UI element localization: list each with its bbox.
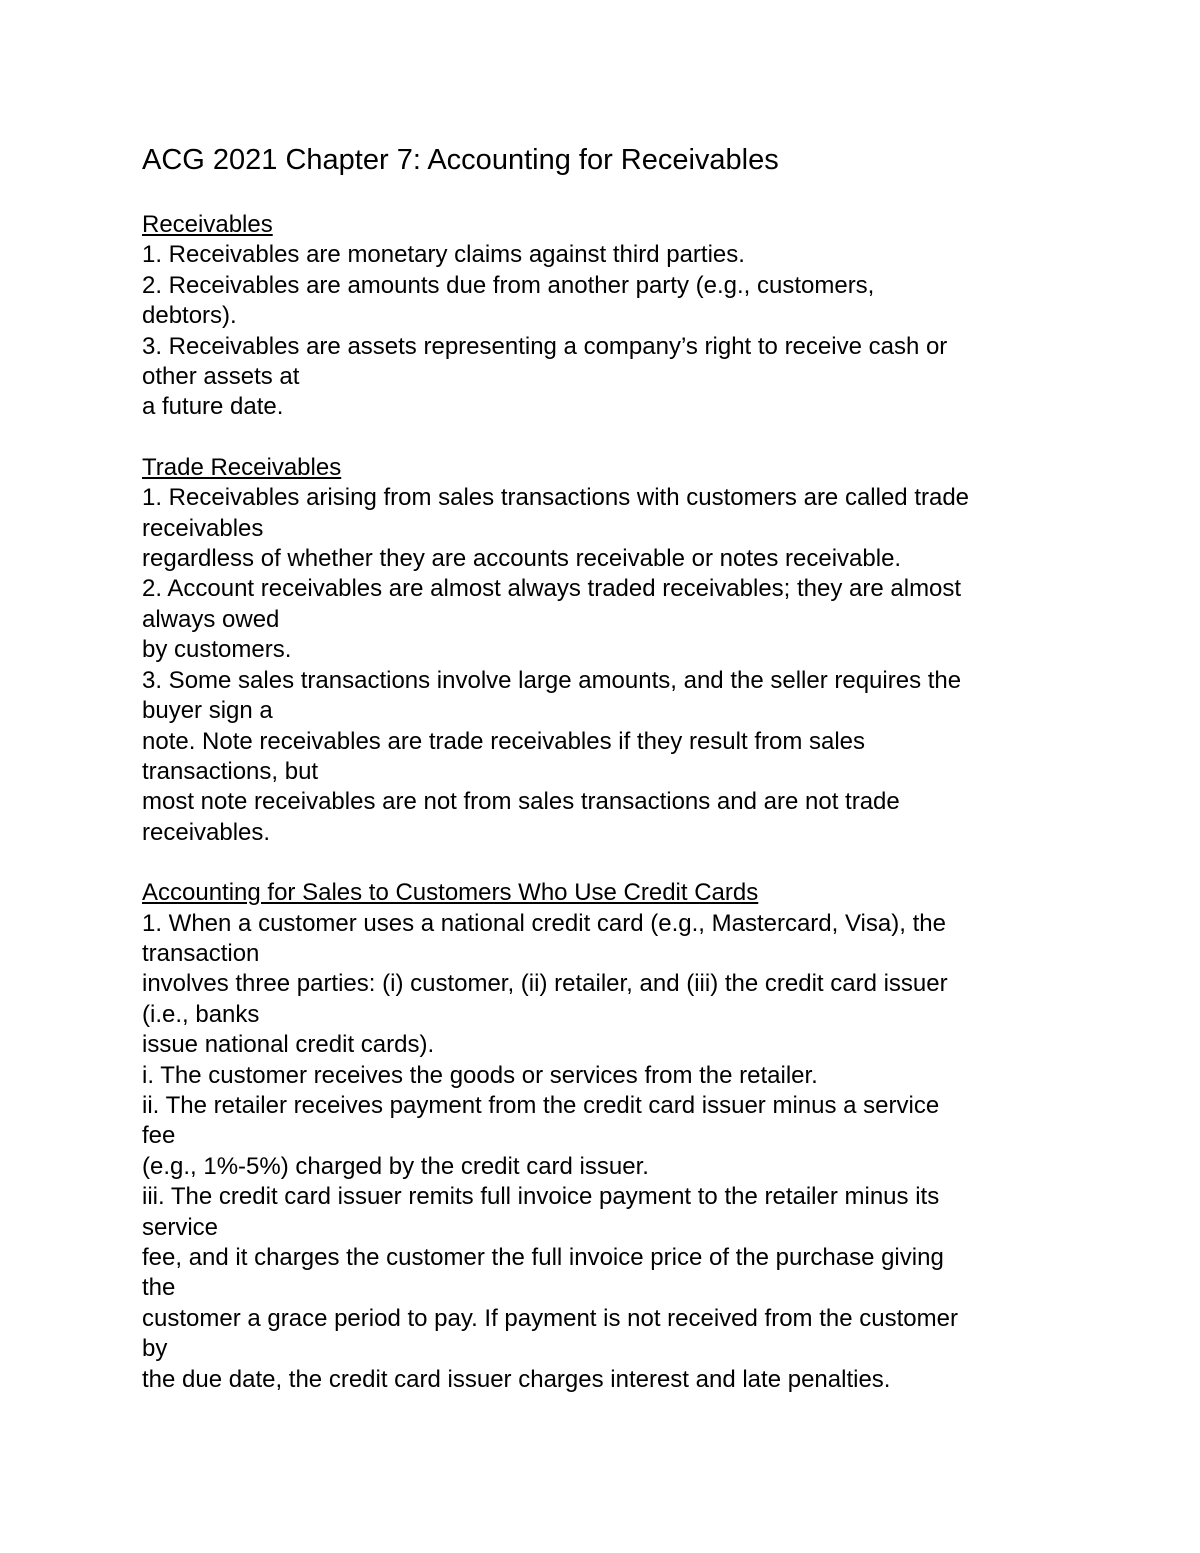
text-line: regardless of whether they are accounts receivable or notes receivable. <box>142 545 902 573</box>
section-heading: Receivables <box>142 211 273 238</box>
text-line: service <box>142 1213 219 1241</box>
text-line: other assets at <box>142 363 300 391</box>
text-line: transactions, but <box>142 757 319 785</box>
document-title: ACG 2021 Chapter 7: Accounting for Receivables <box>142 144 779 176</box>
section-trade-receivables <box>142 453 1102 848</box>
text-line: fee, and it charges the customer the full invoice price of the purchase giving <box>142 1244 944 1271</box>
text-line: ii. The retailer receives payment from the credit card issuer minus a service <box>142 1091 940 1119</box>
text-line: receivables <box>142 514 264 542</box>
text-line: a future date. <box>142 393 284 421</box>
text-line: the <box>142 1274 176 1302</box>
section-heading: Accounting for Sales to Customers Who Use Credit Cards <box>142 879 759 907</box>
text-line: iii. The credit card issuer remits full invoice payment to the retailer minus its <box>142 1183 940 1211</box>
text-line: (i.e., banks <box>142 1000 260 1028</box>
text-line: fee <box>142 1122 176 1150</box>
text-line: (e.g., 1%-5%) charged by the credit card issuer. <box>142 1152 649 1180</box>
text-line: buyer sign a <box>142 697 273 725</box>
text-line: by customers. <box>142 636 292 664</box>
text-line: 3. Some sales transactions involve large amounts, and the seller requires the <box>142 666 962 694</box>
text-line: 2. Account receivables are almost always traded receivables; they are almost <box>142 575 962 603</box>
text-line: receivables. <box>142 818 271 846</box>
section-credit-card-sales <box>142 878 1102 1395</box>
text-line: 2. Receivables are amounts due from another party (e.g., customers, <box>142 271 875 299</box>
section-receivables <box>142 210 1102 423</box>
text-line: by <box>142 1335 168 1363</box>
text-line: the due date, the credit card issuer charges interest and late penalties. <box>142 1365 891 1393</box>
text-line: transaction <box>142 939 260 967</box>
text-line: 1. When a customer uses a national credit card (e.g., Mastercard, Visa), the <box>142 909 946 937</box>
text-line: most note receivables are not from sales transactions and are not trade <box>142 788 900 816</box>
text-line: 1. Receivables are monetary claims against third parties. <box>142 241 745 269</box>
text-line: note. Note receivables are trade receivables if they result from sales <box>142 727 866 755</box>
text-line: involves three parties: (i) customer, (ii) retailer, and (iii) the credit card issuer <box>142 970 948 998</box>
text-line: issue national credit cards). <box>142 1031 435 1059</box>
text-line: i. The customer receives the goods or services from the retailer. <box>142 1061 818 1089</box>
text-line: 3. Receivables are assets representing a company’s right to receive cash or <box>142 332 948 360</box>
text-line: 1. Receivables arising from sales transactions with customers are called trade <box>142 484 970 512</box>
text-line: customer a grace period to pay. If payment is not received from the customer <box>142 1304 958 1332</box>
text-line: always owed <box>142 605 280 633</box>
text-line: debtors). <box>142 302 237 330</box>
document-page <box>142 140 1102 1425</box>
section-heading: Trade Receivables <box>142 453 342 481</box>
